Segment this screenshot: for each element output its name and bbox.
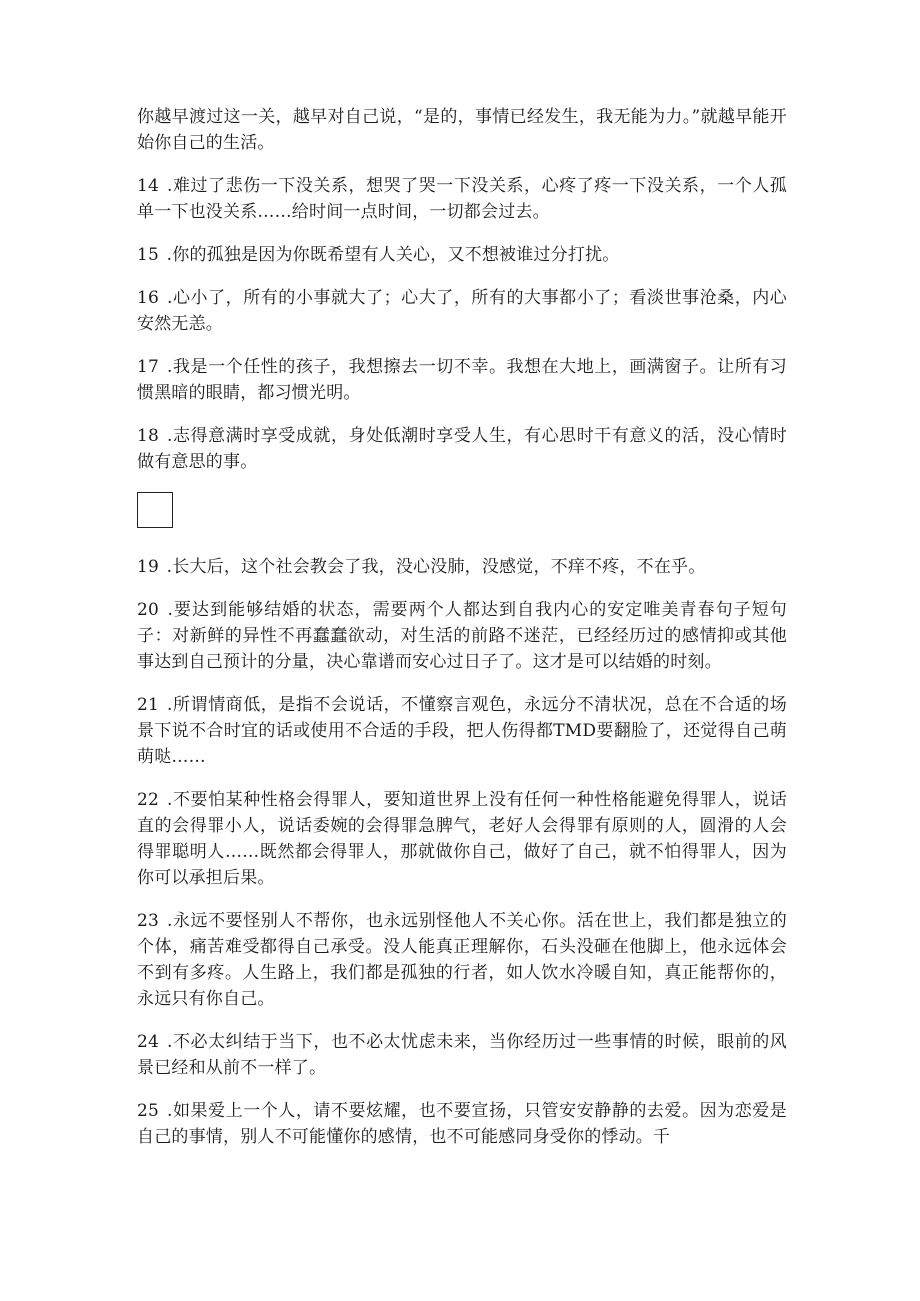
paragraph-number: 16: [137, 288, 160, 308]
paragraph-15: [137, 242, 787, 268]
paragraph-text: .长大后，这个社会教会了我，没心没肺，没感觉，不痒不疼，不在乎。: [166, 557, 706, 577]
document-page: [137, 104, 787, 1167]
paragraph-text: .难过了悲伤一下没关系，想哭了哭一下没关系，心疼了疼一下没关系，一个人孤单一下也没关系……给时间一点时间，一切都会过去。: [137, 176, 787, 222]
paragraph-22: [137, 787, 787, 891]
paragraph-text: .你的孤独是因为你既希望有人关心，又不想被谁过分打扰。: [166, 245, 620, 265]
paragraph-19: [137, 554, 787, 580]
paragraph-text: .志得意满时享受成就，身处低潮时享受人生，有心思时干有意义的活，没心情时做有意思的事。: [137, 426, 787, 472]
paragraph-number: 15: [137, 245, 160, 265]
empty-box-icon: [137, 492, 173, 528]
paragraph-18: [137, 423, 787, 475]
paragraph-24: [137, 1029, 787, 1081]
paragraph-text: .所谓情商低，是指不会说话，不懂察言观色，永远分不清状况，总在不合适的场景下说不合时宜的话或使用不合适的手段，把人伤得都TMD要翻脸了，还觉得自己萌萌哒……: [137, 695, 787, 767]
paragraph-number: 22: [137, 790, 160, 810]
paragraph-text: .我是一个任性的孩子，我想擦去一切不幸。我想在大地上，画满窗子。让所有习惯黑暗的眼睛，都习惯光明。: [137, 357, 787, 403]
paragraph-21: [137, 692, 787, 770]
paragraph-16: [137, 285, 787, 337]
paragraph-number: 25: [137, 1101, 160, 1121]
paragraph-number: 21: [137, 695, 160, 715]
paragraph-number: 19: [137, 557, 160, 577]
paragraph-13-continuation: [137, 104, 787, 156]
paragraph-14: [137, 173, 787, 225]
paragraph-number: 20: [137, 600, 160, 620]
paragraph-number: 18: [137, 426, 160, 446]
paragraph-text: .永远不要怪别人不帮你，也永远别怪他人不关心你。活在世上，我们都是独立的个体，痛苦难受都得自己承受。没人能真正理解你，石头没砸在他脚上，他永远体会不到有多疼。人生路上，我们都是孤独的行者，如人饮水冷暖自知，真正能帮你的，永远只有你自己。: [137, 911, 787, 1009]
paragraph-number: 14: [137, 176, 160, 196]
paragraph-25: [137, 1098, 787, 1150]
paragraph-23: [137, 908, 787, 1012]
paragraph-number: 23: [137, 911, 160, 931]
paragraph-text: .不要怕某种性格会得罪人，要知道世界上没有任何一种性格能避免得罪人，说话直的会得罪小人，说话委婉的会得罪急脾气，老好人会得罪有原则的人，圆滑的人会得罪聪明人……既然都会得罪人，那就做你自己，做好了自己，就不怕得罪人，因为你可以承担后果。: [137, 790, 787, 888]
paragraph-20: [137, 597, 787, 675]
paragraph-text: 你越早渡过这一关，越早对自己说，“是的，事情已经发生，我无能为力。”就越早能开始你自己的生活。: [137, 107, 787, 153]
paragraph-number: 24: [137, 1032, 160, 1052]
paragraph-text: .不必太纠结于当下，也不必太忧虑未来，当你经历过一些事情的时候，眼前的风景已经和从前不一样了。: [137, 1032, 787, 1078]
paragraph-text: .要达到能够结婚的状态，需要两个人都达到自我内心的安定唯美青春句子短句子：对新鲜的异性不再蠢蠢欲动，对生活的前路不迷茫，已经经历过的感情抑或其他事达到自己预计的分量，决心靠谱而安心过日子了。这才是可以结婚的时刻。: [137, 600, 787, 672]
paragraph-text: .心小了，所有的小事就大了；心大了，所有的大事都小了；看淡世事沧桑，内心安然无恙。: [137, 288, 787, 334]
paragraph-number: 17: [137, 357, 160, 377]
paragraph-17: [137, 354, 787, 406]
paragraph-text: .如果爱上一个人，请不要炫耀，也不要宣扬，只管安安静静的去爱。因为恋爱是自己的事情，别人不可能懂你的感情，也不可能感同身受你的悸动。千: [137, 1101, 787, 1147]
